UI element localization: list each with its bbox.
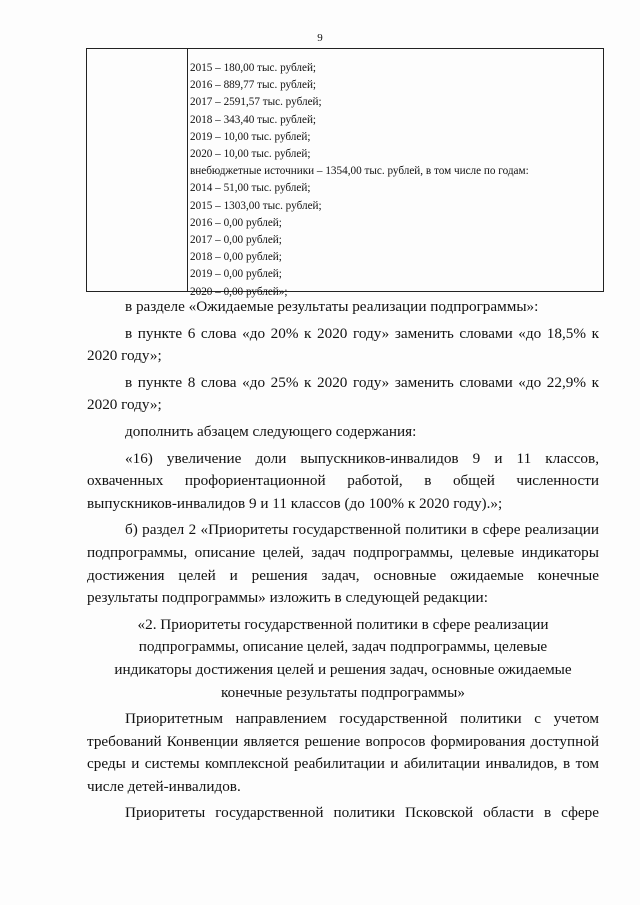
heading-line: подпрограммы, описание целей, задач подпрограммы, целевые (138, 638, 548, 656)
table-line: 2019 – 0,00 рублей; (190, 268, 282, 281)
table-line: 2015 – 1303,00 тыс. рублей; (190, 199, 322, 212)
heading-line: индикаторы достижения целей и решения задач, основные ожидаемые (114, 660, 572, 678)
table-line: 2014 – 51,00 тыс. рублей; (190, 182, 311, 195)
table-line: 2020 – 0,00 рублей»; (190, 285, 288, 298)
table-line: 2016 – 889,77 тыс. рублей; (190, 79, 317, 92)
table-line: внебюджетные источники – 1354,00 тыс. рублей, в том числе по годам: (190, 165, 529, 178)
paragraph-point-6: в пункте 6 слова «до 20% к 2020 году» заменить словами «до 18,5% к 2020 году»; (87, 324, 599, 365)
table-left-cell (87, 49, 188, 291)
section-2-heading (87, 614, 599, 704)
paragraph-point-8: в пункте 8 слова «до 25% к 2020 году» заменить словами «до 22,9% к 2020 году»; (87, 373, 599, 414)
paragraph-priority-direction: Приоритетным направлением государственной политики с учетом требований Конвенции является решение вопросов формирования доступной среды и системы комплексной реабилитации и абилитации инвалидов, в том числе детей-инвалидов. (87, 710, 599, 795)
table-line: 2019 – 10,00 тыс. рублей; (190, 130, 311, 143)
table-right-cell (190, 60, 599, 301)
table-line: 2015 – 180,00 тыс. рублей; (190, 62, 317, 74)
table-line: 2018 – 0,00 рублей; (190, 251, 282, 264)
paragraph-section-2: б) раздел 2 «Приоритеты государственной политики в сфере реализации подпрограммы, описание целей, задач подпрограммы, целевые индикаторы достижения целей и решения задач, основные ожидаемые конечные результаты подпрограммы» изложить в следующей редакции: (87, 521, 599, 607)
heading-line: «2. Приоритеты государственной политики в сфере реализации (137, 615, 549, 633)
table-line: 2016 – 0,00 рублей; (190, 216, 282, 229)
table-line: 2020 – 10,00 тыс. рублей; (190, 148, 311, 161)
document-body (87, 296, 599, 825)
table-line: 2017 – 2591,57 тыс. рублей; (190, 96, 322, 109)
table-line: 2017 – 0,00 рублей; (190, 234, 282, 247)
paragraph-section-expected-results: в разделе «Ожидаемые результаты реализации подпрограммы»: (125, 298, 539, 315)
funding-table (86, 48, 604, 298)
paragraph-add-clause: дополнить абзацем следующего содержания: (125, 422, 417, 440)
paragraph-pskov-priorities: Приоритеты государственной политики Псковской области в сфере (125, 804, 599, 822)
paragraph-item-16: «16) увеличение доли выпускников-инвалидов 9 и 11 классов, охваченных профориентационной работой, в общей численности выпускников-инвалидов 9 и 11 классов (до 100% к 2020 году).»; (87, 449, 599, 512)
page-number: 9 (317, 32, 323, 44)
heading-line: конечные результаты подпрограммы» (221, 683, 465, 701)
table-line: 2018 – 343,40 тыс. рублей; (190, 113, 317, 126)
